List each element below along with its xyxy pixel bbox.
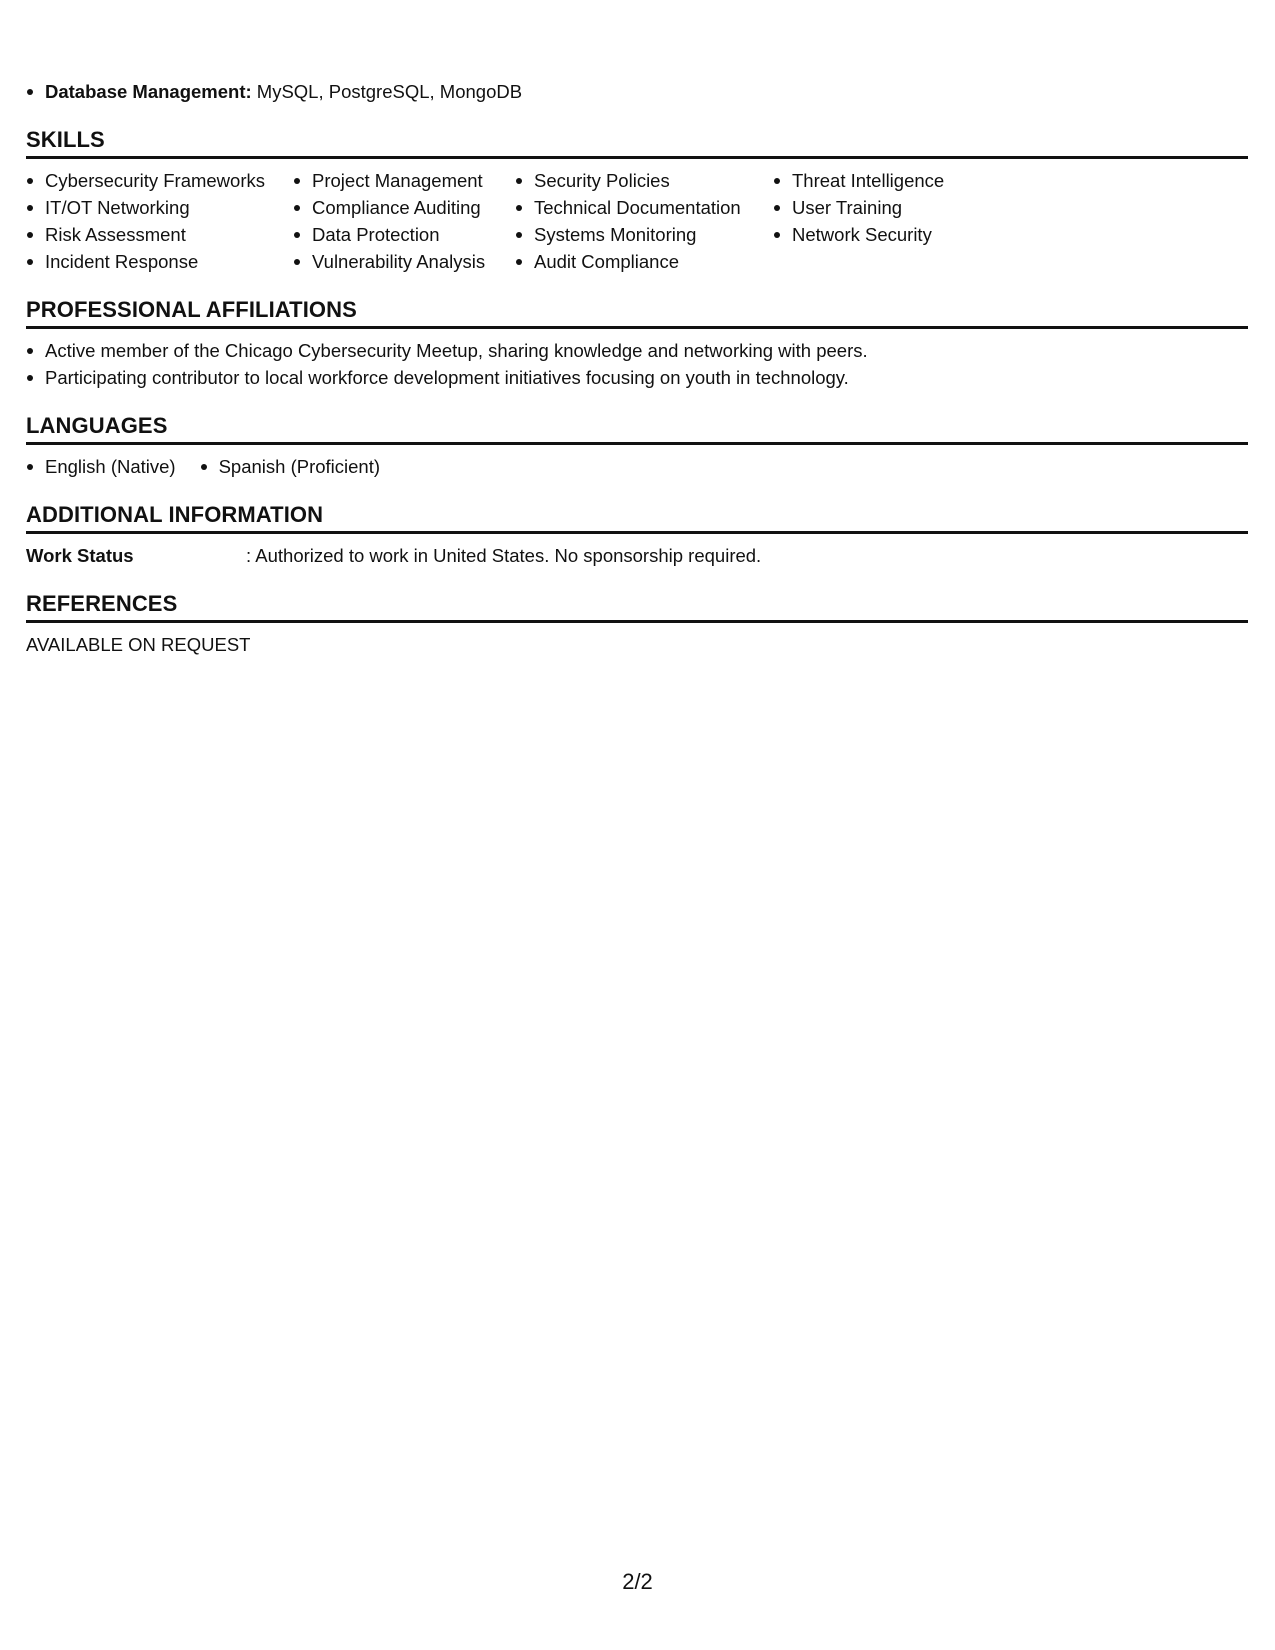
section-title-skills: SKILLS — [26, 127, 1248, 159]
languages-list — [26, 453, 1248, 480]
skills-column — [773, 167, 1013, 275]
references-text: AVAILABLE ON REQUEST — [26, 634, 251, 655]
section-title-additional-information: ADDITIONAL INFORMATION — [26, 502, 1248, 534]
page-number: 2/2 — [622, 1569, 653, 1594]
item-value: MySQL, PostgreSQL, MongoDB — [251, 81, 523, 102]
skill-item: IT/OT Networking — [26, 194, 293, 221]
skill-item: Risk Assessment — [26, 221, 293, 248]
skill-item: Technical Documentation — [515, 194, 773, 221]
affiliation-item: Participating contributor to local workforce development initiatives focusing on youth in technology. — [26, 364, 1248, 391]
affiliations-list — [26, 337, 1248, 391]
skill-item: Network Security — [773, 221, 1013, 248]
skill-item: Cybersecurity Frameworks — [26, 167, 293, 194]
section-title-references: REFERENCES — [26, 591, 1248, 623]
skills-column — [26, 167, 293, 275]
skill-item: Systems Monitoring — [515, 221, 773, 248]
list-item — [26, 78, 1248, 105]
skills-grid — [26, 167, 1248, 275]
skill-item: Data Protection — [293, 221, 515, 248]
work-status-value: : Authorized to work in United States. No sponsorship required. — [246, 545, 762, 566]
technical-skills-list — [26, 78, 1248, 105]
item-label: Database Management: — [45, 81, 252, 102]
skill-item: Compliance Auditing — [293, 194, 515, 221]
work-status-row — [26, 542, 1248, 569]
skills-column — [515, 167, 773, 275]
skill-item: Security Policies — [515, 167, 773, 194]
language-item: English (Native) — [26, 453, 176, 480]
section-title-languages: LANGUAGES — [26, 413, 1248, 445]
skill-item: Project Management — [293, 167, 515, 194]
section-title-affiliations: PROFESSIONAL AFFILIATIONS — [26, 297, 1248, 329]
skill-item: User Training — [773, 194, 1013, 221]
skills-column — [293, 167, 515, 275]
affiliation-item: Active member of the Chicago Cybersecurity Meetup, sharing knowledge and networking with peers. — [26, 337, 1248, 364]
language-item: Spanish (Proficient) — [200, 453, 380, 480]
skill-item: Threat Intelligence — [773, 167, 1013, 194]
work-status-label: Work Status — [26, 545, 134, 566]
skill-item: Audit Compliance — [515, 248, 773, 275]
skill-item: Incident Response — [26, 248, 293, 275]
skill-item: Vulnerability Analysis — [293, 248, 515, 275]
resume-page — [26, 78, 1248, 658]
